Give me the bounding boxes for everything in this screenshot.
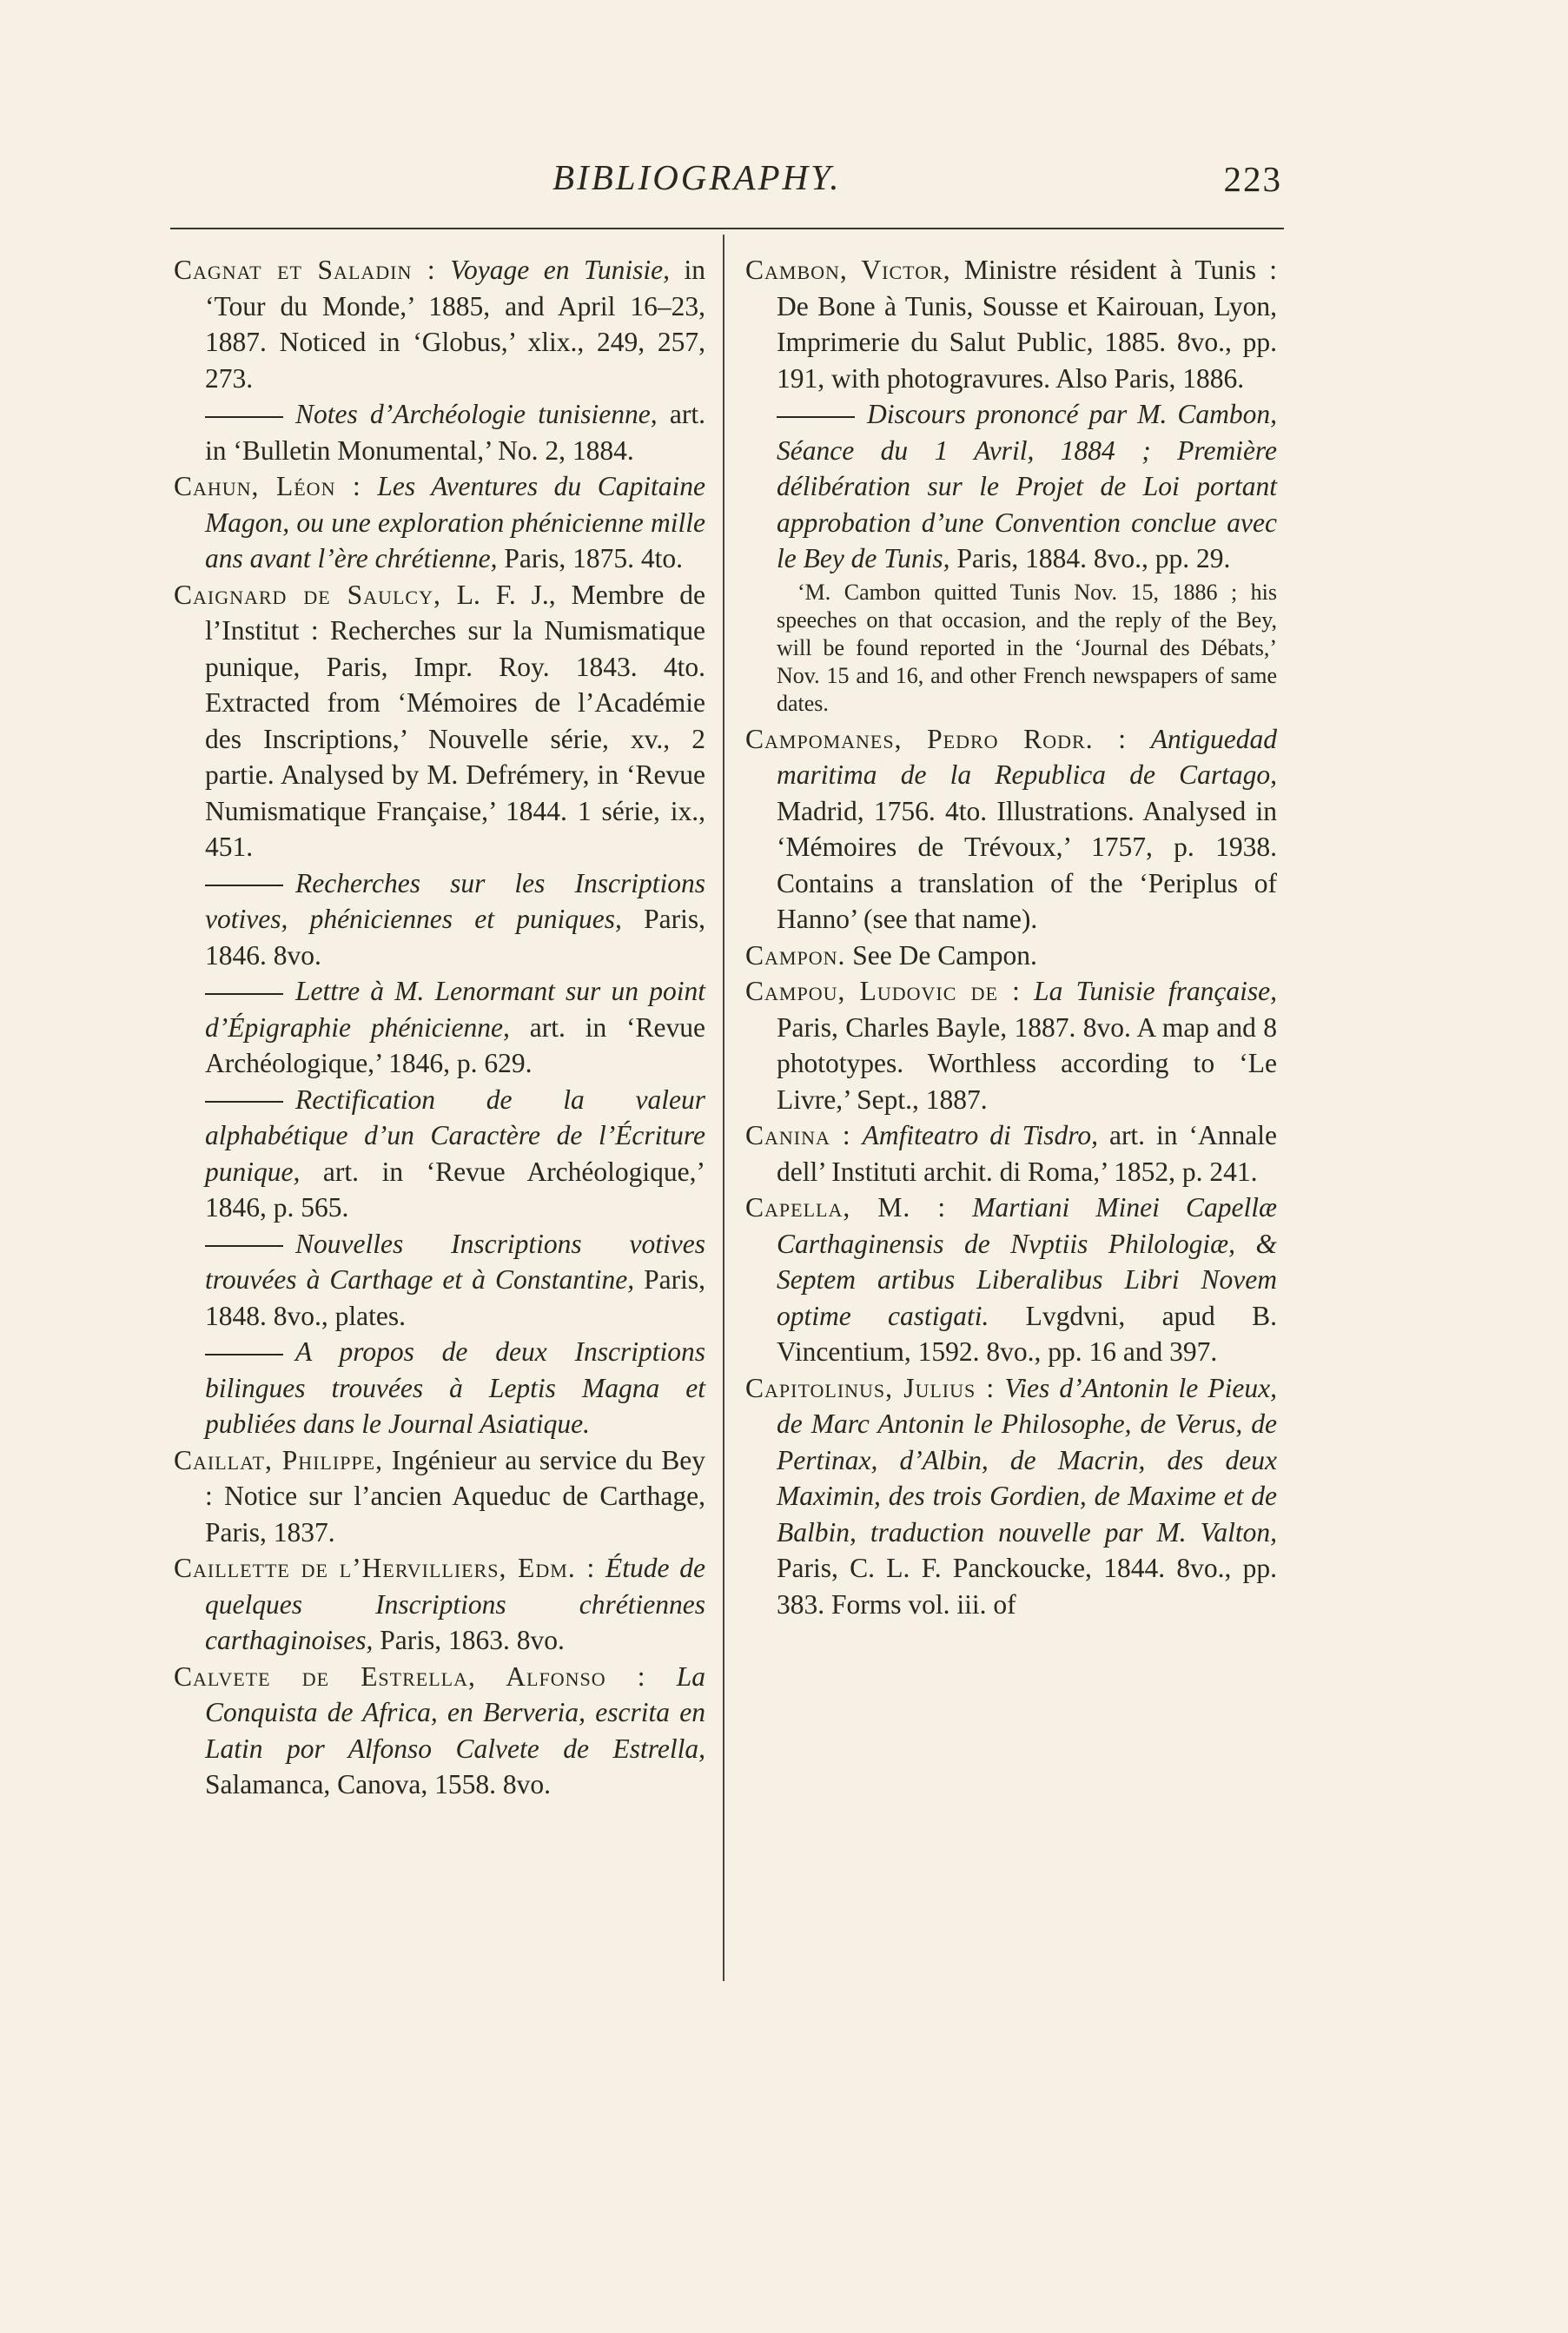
bib-entry: Cahun, Léon : Les Aventures du Capitaine Magon, ou une exploration phénicienne mille ans avant l’ère chrétienne, Paris, 1875. 4to. bbox=[174, 471, 705, 573]
bib-entry: Nouvelles Inscriptions votives trouvées à Carthage et à Constantine, Paris, 1848. 8vo., plates. bbox=[205, 1228, 705, 1331]
bib-entry: Notes d’Archéologie tunisienne, art. in ‘Bulletin Monumental,’ No. 2, 1884. bbox=[205, 399, 705, 466]
bib-entry: Calvete de Estrella, Alfonso : La Conquista de Africa, en Berveria, escrita en Latin por Alfonso Calvete de Estrella, Salamanca, Canova, 1558. 8vo. bbox=[174, 1660, 705, 1799]
bib-entry: Canina : Amfiteatro di Tisdro, art. in ‘Annale dell’ Instituti archit. di Roma,’ 1852, p. 241. bbox=[745, 1120, 1278, 1187]
bib-entry: Cagnat et Saladin : Voyage en Tunisie, in ‘Tour du Monde,’ 1885, and April 16–23, 1887. Noticed in ‘Globus,’ xlix., 249, 257, 273. bbox=[174, 255, 706, 394]
bib-entry: Caillat, Philippe, Ingénieur au service du Bey : Notice sur l’ancien Aqueduc de Carthage, Paris, 1837. bbox=[174, 1444, 705, 1548]
bib-entry: Recherches sur les Inscriptions votives, phéniciennes et puniques, Paris, 1846. 8vo. bbox=[205, 867, 705, 971]
bib-entry: Lettre à M. Lenormant sur un point d’Épigraphie phénicienne, art. in ‘Revue Archéologique,’ 1846, p. 629. bbox=[205, 976, 706, 1078]
header-rule bbox=[170, 228, 1284, 229]
bib-entry: Capitolinus, Julius : Vies d’Antonin le Pieux, de Marc Antonin le Philosophe, de Verus, de Pertinax, d’Albin, de Macrin, des deux Maximin, des trois Gordien, de Maxime et de Balbin, traduction nouvelle par M. Valton, Paris, C. L. F. Panckoucke, 1844. 8vo., pp. 383. Forms vol. iii. of bbox=[745, 1372, 1278, 1620]
left-column bbox=[174, 252, 705, 1803]
bib-entry: Campomanes, Pedro Rodr. : Antiguedad maritima de la Republica de Cartago, Madrid, 1756. 4to. Illustrations. Analysed in ‘Mémoires de Trévoux,’ 1757, p. 1938. Contains a translation of the ‘Periplus of Hanno’ (see that name). bbox=[745, 723, 1277, 934]
bib-entry: Campou, Ludovic de : La Tunisie française, Paris, Charles Bayle, 1887. 8vo. A map and 8 phototypes. Worthless according to ‘Le Livre,’ Sept., 1887. bbox=[745, 976, 1277, 1115]
bib-entry: A propos de deux Inscriptions bilingues trouvées à Leptis Magna et publiées dans le Journal Asiatique. bbox=[205, 1336, 705, 1439]
running-head bbox=[170, 156, 1282, 209]
bib-entry: Rectification de la valeur alphabétique d’un Caractère de l’Écriture punique, art. in ‘Revue Archéologique,’ 1846, p. 565. bbox=[205, 1084, 705, 1223]
right-column bbox=[745, 252, 1277, 1622]
bib-entry: Campon. See De Campon. bbox=[745, 939, 1037, 971]
bib-entry: Discours prononcé par M. Cambon, Séance du 1 Avril, 1884 ; Première délibération sur le Projet de Loi portant approbation d’une Convention conclue avec le Bey de Tunis, Paris, 1884. 8vo., pp. 29. bbox=[777, 399, 1277, 573]
page-number: 223 bbox=[1223, 159, 1282, 199]
bib-entry: Cambon, Victor, Ministre résident à Tunis : De Bone à Tunis, Sousse et Kairouan, Lyon, Imprimerie du Salut Public, 1885. 8vo., pp. 191, with photogravures. Also Paris, 1886. bbox=[745, 255, 1277, 394]
column-divider bbox=[723, 235, 724, 1981]
bib-note: ‘M. Cambon quitted Tunis Nov. 15, 1886 ; his speeches on that occasion, and the reply of the Bey, will be found reported in the ‘Journal des Débats,’ Nov. 15 and 16, and other French newspapers of same dates. bbox=[777, 579, 1277, 716]
bib-entry: Caignard de Saulcy, L. F. J., Membre de l’Institut : Recherches sur la Numismatique punique, Paris, Impr. Roy. 1843. 4to. Extracted from ‘Mémoires de l’Académie des Inscriptions,’ Nouvelle série, xv., 2 partie. Analysed by M. Defrémery, in ‘Revue Numismatique Française,’ 1844. 1 série, ix., 451. bbox=[174, 579, 705, 862]
bib-entry: Caillette de l’Hervilliers, Edm. : Étude de quelques Inscriptions chrétiennes carthaginoises, Paris, 1863. 8vo. bbox=[174, 1553, 706, 1655]
running-title: BIBLIOGRAPHY. bbox=[552, 157, 842, 197]
bib-entry: Capella, M. : Martiani Minei Capellæ Carthaginensis de Nvptiis Philologiæ, & Septem artibus Liberalibus Libri Novem optime castigati. Lvgdvni, apud B. Vincentium, 1592. 8vo., pp. 16 and 397. bbox=[745, 1192, 1277, 1367]
